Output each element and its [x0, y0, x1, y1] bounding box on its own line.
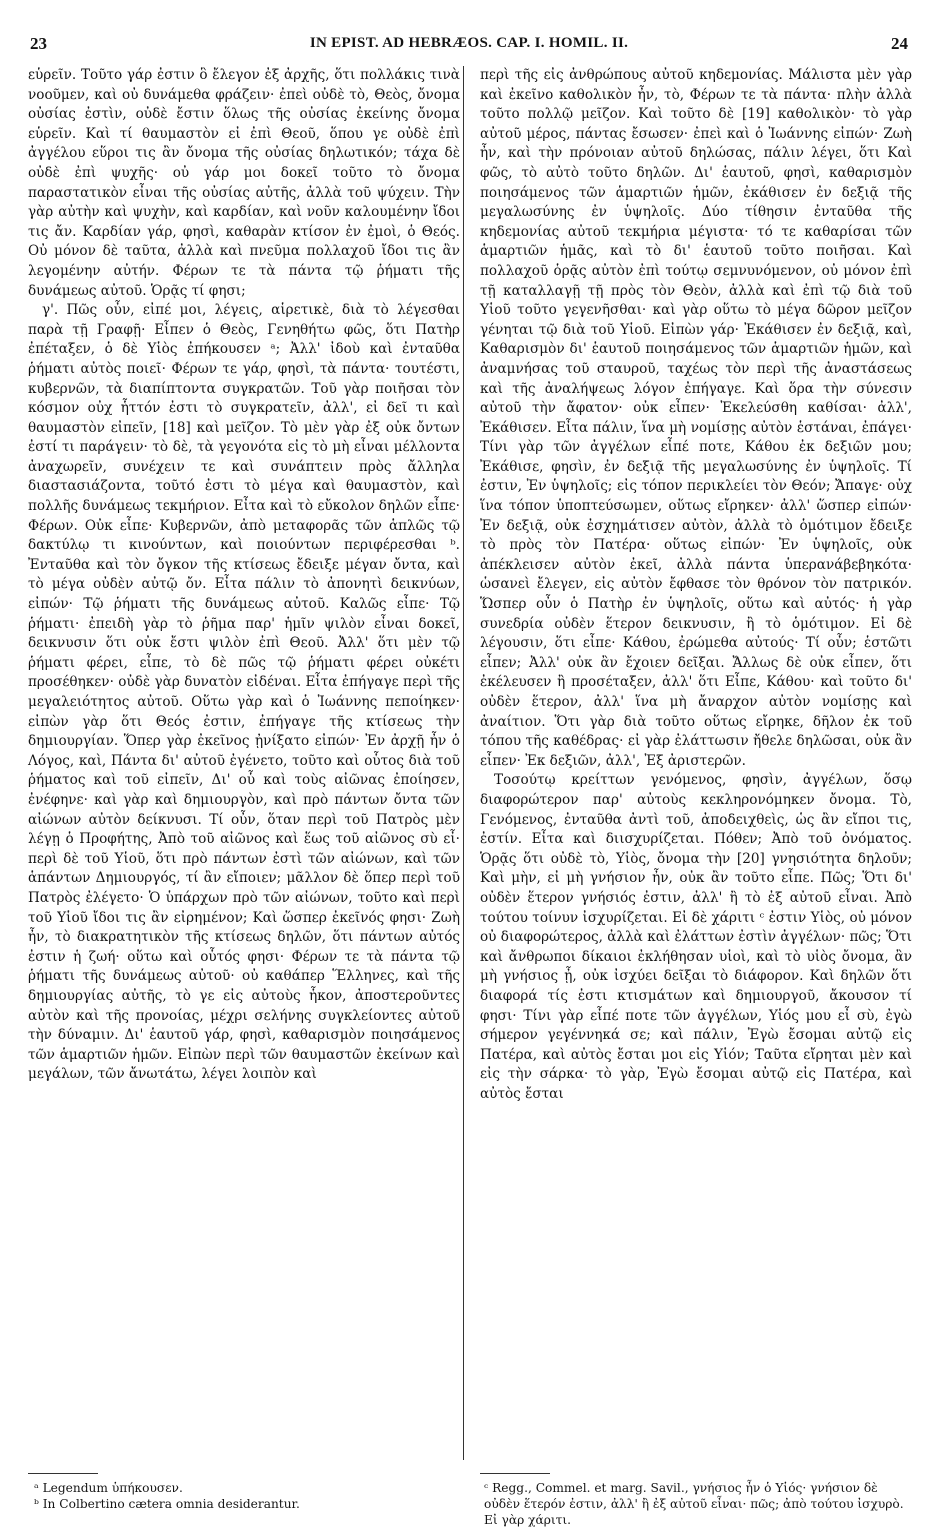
footnote-c: ᶜ Regg., Commel. et marg. Savil., γνήσιος ἦν ὁ Υἱός· γνήσιον δὲ οὐδὲν ἕτερόν ἐστιν, ἀλλ' ἢ ἐξ αὐτοῦ εἶναι· πῶς; ἀπὸ τούτου ἰσχυρὸ. Εἰ γὰρ χάριτι.: [484, 1481, 904, 1527]
footnotes-right: [484, 1480, 914, 1528]
page-number-left: 23: [30, 34, 47, 53]
right-column: [480, 66, 912, 1104]
footnote-rule-left: [28, 1473, 98, 1474]
running-title: IN EPIST. AD HEBRÆOS. CAP. I. HOMIL. II.: [309, 35, 629, 51]
column-divider: [463, 66, 464, 1460]
footnotes-left: [34, 1480, 454, 1512]
footnote-a: ᵃ Legendum ὑπήκουσεν.: [34, 1481, 183, 1495]
running-header: [30, 34, 908, 60]
footnote-b: ᵇ In Colbertino cætera omnia desiderantur.: [34, 1497, 300, 1511]
right-paragraph-2: Τοσούτῳ κρείττων γενόμενος, φησὶν, ἀγγέλων, ὅσῳ διαφορώτερον παρ' αὐτοὺς κεκληρονόμηκεν ὄνομα. Τὸ, Γενόμενος, ἐνταῦθα ἀντὶ τοῦ, ἀποδειχθεὶς, ὡς ἂν εἴποι τις, ἐστίν. Εἶτα καὶ διισχυρίζεται. Πόθεν; Ἀπὸ τοῦ ὀνόματος. Ὁρᾷς ὅτι οὐδὲ τὸ, Υἱὸς, ὄνομα τὴν [20] γνησιότητα δηλοῦν; Καὶ μὴν, εἰ μὴ γνήσιον ἦν, οὐκ ἂν τοῦτο εἶπε. Πῶς; Ὅτι δι' οὐδὲν ἕτερον γνήσιός ἐστιν, ἀλλ' ἢ τὸ ἐξ αὐτοῦ εἶναι. Ἀπὸ τούτου τοίνυν ἰσχυρίζεται. Εἰ δὲ χάριτι ᶜ ἐστιν Υἱὸς, οὐ μόνον οὐ διαφορώτερος, ἀλλὰ καὶ ἐλάττων ἐστὶν ἀγγέλων· πῶς; Ὅτι καὶ ἄνθρωποι δίκαιοι ἐκλήθησαν υἱοὶ, καὶ τὸ υἱὸς ὄνομα, ἂν μὴ γνήσιος ᾖ, οὐκ ἰσχύει δεῖξαι τὸ διάφορον. Καὶ δηλῶν ὅτι διαφορά τίς ἐστι κτισμάτων καὶ δημιουργοῦ, ἄκουσον τί φησι· Τίνι γὰρ εἶπέ ποτε τῶν ἀγγέλων, Υἱός μου εἶ σὺ, ἐγὼ σήμερον γεγέννηκά σε; καὶ πάλιν, Ἐγὼ ἔσομαι αὐτῷ εἰς Πατέρα, καὶ αὐτὸς ἔσται μοι εἰς Υἱόν; Ταῦτα εἴρηται μὲν καὶ εἰς τὴν σάρκα· τὸ γὰρ, Ἐγὼ ἔσομαι αὐτῷ εἰς Πατέρα, καὶ αὐτὸς ἔσται: [480, 772, 912, 1102]
left-column: [28, 66, 460, 1085]
right-paragraph-1: περὶ τῆς εἰς ἀνθρώπους αὐτοῦ κηδεμονίας. Μάλιστα μὲν γὰρ καὶ ἐκεῖνο καθολικὸν ἦν, τὸ, Φέρων τε τὰ πάντα· πλὴν ἀλλὰ τοῦτο πολλῷ μεῖζον. Καὶ τοῦτο δὲ [19] καθολικὸν· τὸ γὰρ αὐτοῦ μέρος, πάντας ἔσωσεν· ἐπεὶ καὶ ὁ Ἰωάννης εἰπών· Ζωὴ ἦν, καὶ τὴν πρόνοιαν αὐτοῦ δηλώσας, πάλιν λέγει, ὅτι Καὶ φῶς, τὸ αὐτὸ τοῦτο δηλῶν. Δι' ἑαυτοῦ, φησὶ, καθαρισμὸν ποιησάμενος τῶν ἁμαρτιῶν ἡμῶν, ἐκάθισεν ἐν δεξιᾷ τῆς μεγαλωσύνης ἐν ὑψηλοῖς. Δύο τίθησιν ἐνταῦθα τῆς κηδεμονίας αὐτοῦ τεκμήρια μέγιστα· τό τε καθαρίσαι τῶν ἁμαρτιῶν ἡμᾶς, καὶ τὸ δι' ἑαυτοῦ τοῦτο ποιῆσαι. Καὶ πολλαχοῦ ὁρᾷς αὐτὸν ἐπὶ τούτῳ σεμνυνόμενον, οὐ μόνον ἐπὶ τῇ καταλλαγῇ τῇ πρὸς τὸν Θεὸν, ἀλλὰ καὶ ἐπὶ τῷ διὰ τοῦ Υἱοῦ τοῦτο γεγενῆσθαι· καὶ γὰρ οὕτω τὸ μέγα δῶρον μεῖζον γένηται τῷ διὰ τοῦ Υἱοῦ. Εἰπὼν γάρ· Ἐκάθισεν ἐν δεξιᾷ, καὶ, Καθαρισμὸν δι' ἑαυτοῦ ποιησάμενος τῶν ἁμαρτιῶν ἡμῶν, καὶ ἀναμνήσας τοῦ σταυροῦ, ταχέως τὸν περὶ τῆς ἀναστάσεως καὶ τῆς ἀναλήψεως λόγον ἐπήγαγε. Καὶ ὅρα τὴν σύνεσιν αὐτοῦ τὴν ἄφατον· οὐκ εἶπεν· Ἐκελεύσθη καθίσαι· ἀλλ', Ἐκάθισεν. Εἶτα πάλιν, ἵνα μὴ νομίσῃς αὐτὸν ἑστάναι, ἐπάγει· Τίνι γὰρ τῶν ἀγγέλων εἶπέ ποτε, Κάθου ἐκ δεξιῶν μου; Ἐκάθισε, φησὶν, ἐν δεξιᾷ τῆς μεγαλωσύνης ἐν ὑψηλοῖς. Τί ἐστιν, Ἐν ὑψηλοῖς; εἰς τόπον περικλείει τὸν Θεόν; Ἄπαγε· οὐχ ἵνα τόπον ὑποπτεύσωμεν, οὕτως εἴρηκεν· ἀλλ' ὥσπερ εἰπών· Ἐν δεξιᾷ, οὐκ ἐσχημάτισεν αὐτὸν, ἀλλὰ τὸ ὁμότιμον ἔδειξε τὸ πρὸς τὸν Πατέρα· οὕτως εἰπών· Ἐν ὑψηλοῖς, οὐκ ἀπέκλεισεν αὐτὸν ἐκεῖ, ἀλλὰ πάντα ὑπερανάβεβηκότα· ὡσανεὶ ἔλεγεν, εἰς αὐτὸν ἔφθασε τὸν θρόνον τὸν πατρικόν. Ὥσπερ οὖν ὁ Πατὴρ ἐν ὑψηλοῖς, οὕτω καὶ αὐτός· ἡ γὰρ συνεδρία οὐδὲν ἕτερον δεικνυσιν, ἢ τὸ ὁμότιμον. Εἰ δὲ λέγουσιν, ὅτι εἶπε· Κάθου, ἐρώμεθα αὐτούς· Τί οὖν; ἑστῶτι εἶπεν; Ἀλλ' οὐκ ἂν ἔχοιεν δεῖξαι. Ἄλλως δὲ οὐκ εἶπεν, ὅτι ἐκέλευσεν ἢ προσέταξεν, ἀλλ' ὅτι Εἶπε, Κάθου· καὶ τοῦτο δι' οὐδὲν ἕτερον, ἀλλ' ἵνα μὴ ἄναρχον αὐτὸν νομίσῃς καὶ ἀναίτιον. Ὅτι γὰρ διὰ τοῦτο οὕτως εἴρηκε, δῆλον ἐκ τοῦ τόπου τῆς καθέδρας· εἰ γὰρ ἐλάττωσιν ἤθελε δηλῶσαι, οὐκ ἂν εἶπεν· Ἐκ δεξιῶν, ἀλλ', Ἐξ ἀριστερῶν.: [480, 67, 912, 769]
left-paragraph-1: εὑρεῖν. Τοῦτο γάρ ἐστιν ὃ ἔλεγον ἐξ ἀρχῆς, ὅτι πολλάκις τινὰ νοοῦμεν, καὶ οὐ δυνάμεθα φράζειν· ἐπεὶ οὐδὲ τὸ, Θεὸς, ὄνομα οὐσίας ἐστὶν, οὐδὲ ἔστιν ὅλως τῆς οὐσίας ἐκείνης ὄνομα εὑρεῖν. Καὶ τί θαυμαστὸν εἰ ἐπὶ Θεοῦ, ὅπου γε οὐδὲ ἐπὶ ἀγγέλου εὕροι τις ἂν ὄνομα τῆς οὐσίας δηλωτικόν; τάχα δὲ οὐδὲ ἐπὶ ψυχῆς· οὐ γάρ μοι δοκεῖ τοῦτο τὸ ὄνομα παραστατικὸν εἶναι τῆς οὐσίας αὐτῆς, ἀλλὰ τοῦ ψύχειν. Τὴν γὰρ αὐτὴν καὶ ψυχὴν, καὶ καρδίαν, καὶ νοῦν καλουμένην ἴδοι τις ἄν. Καρδίαν γάρ, φησὶ, καθαρὰν κτίσον ἐν ἐμοὶ, ὁ Θεός. Οὐ μόνον δὲ ταῦτα, ἀλλὰ καὶ πνεῦμα πολλαχοῦ ἴδοι τις ἂν λεγομένην αὐτήν. Φέρων τε τὰ πάντα τῷ ῥήματι τῆς δυνάμεως αὐτοῦ. Ὁρᾷς τί φησι;: [28, 67, 460, 299]
page-number-right: 24: [891, 34, 908, 53]
left-paragraph-2: γ'. Πῶς οὖν, εἰπέ μοι, λέγεις, αἱρετικὲ, διὰ τὸ λέγεσθαι παρὰ τῇ Γραφῇ· Εἶπεν ὁ Θεὸς, Γενηθήτω φῶς, ὅτι Πατὴρ ἐπέταξεν, ὁ δὲ Υἱὸς ἐπήκουσεν ᵃ; Ἀλλ' ἰδοὺ καὶ ἐνταῦθα ῥήματι αὐτὸς ποιεῖ· Φέρων τε γάρ, φησὶ, τὰ πάντα· τουτέστι, κυβερνῶν, τὰ διαπίπτοντα συγκρατῶν. Τοῦ γὰρ ποιῆσαι τὸν κόσμον οὐχ ἧττόν ἐστι τὸ συγκρατεῖν, ἀλλ', εἰ δεῖ τι καὶ θαυμαστὸν εἰπεῖν, [18] καὶ μεῖζον. Τὸ μὲν γὰρ ἐξ οὐκ ὄντων ἐστί τι παράγειν· τὸ δὲ, τὰ γεγονότα εἰς τὸ μὴ εἶναι μέλλοντα ἀναχωρεῖν, συνέχειν τε καὶ συνάπτειν πρὸς ἄλληλα διαστασιάζοντα, τοῦτό ἐστι τὸ μέγα καὶ θαυμαστὸν, καὶ πολλῆς δυνάμεως τεκμήριον. Εἶτα καὶ τὸ εὔκολον δηλῶν εἶπε· Φέρων. Οὐκ εἶπε· Κυβερνῶν, ἀπὸ μεταφορᾶς τῶν ἁπλῶς τῷ δακτύλῳ τι κινούντων, καὶ ποιούντων περιφέρεσθαι ᵇ. Ἐνταῦθα καὶ τὸν ὄγκον τῆς κτίσεως ἔδειξε μέγαν ὄντα, καὶ τὸ μέγα οὐδὲν αὐτῷ ὄν. Εἶτα πάλιν τὸ ἀπονητὶ δεικνύων, εἰπών· Τῷ ῥήματι τῆς δυνάμεως αὐτοῦ. Καλῶς εἶπε· Τῷ ῥήματι· ἐπειδὴ γὰρ τὸ ῥῆμα παρ' ἡμῖν ψιλὸν εἶναι δοκεῖ, δεικνυσιν ὅτι οὐκ ἔστι ψιλὸν ἐπὶ Θεοῦ. Ἀλλ' ὅτι μὲν τῷ ῥήματι φέρει, εἶπε, τὸ δὲ πῶς τῷ ῥήματι φέρει οὐκέτι προσέθηκεν· οὐδὲ γὰρ δυνατὸν εἰδέναι. Εἶτα ἐπήγαγε περὶ τῆς μεγαλειότητος αὐτοῦ. Οὕτω γὰρ καὶ ὁ Ἰωάννης πεποίηκεν· εἰπὼν γὰρ ὅτι Θεός ἐστιν, ἐπήγαγε τῆς κτίσεως τὴν δημιουργίαν. Ὅπερ γὰρ ἐκεῖνος ᾐνίξατο εἰπών· Ἐν ἀρχῇ ἦν ὁ Λόγος, καὶ, Πάντα δι' αὐτοῦ ἐγένετο, τοῦτο καὶ οὗτος διὰ τοῦ ῥήματος καὶ τοῦ εἰπεῖν, Δι' οὗ καὶ τοὺς αἰῶνας ἐποίησεν, ἐνέφηνε· καὶ γὰρ καὶ δημιουργὸν, καὶ πρὸ πάντων ὄντα τῶν αἰώνων αὐτὸν δείκνυσι. Τί οὖν, ὅταν περὶ τοῦ Πατρὸς μὲν λέγῃ ὁ Προφήτης, Ἀπὸ τοῦ αἰῶνος καὶ ἕως τοῦ αἰῶνος σὺ εἶ· περὶ δὲ τοῦ Υἱοῦ, ὅτι πρὸ πάντων ἐστὶ τῶν αἰώνων, καὶ τῶν ἁπάντων Δημιουργός, τί ἂν εἴποιεν; μᾶλλον δὲ ὅπερ περὶ τοῦ Πατρὸς ἐλέγετο· Ὁ ὑπάρχων πρὸ τῶν αἰώνων, τοῦτο καὶ περὶ τοῦ Υἱοῦ ἴδοι τις ἂν εἰρημένον; Καὶ ὥσπερ ἐκεῖνός φησι· Ζωὴ ἦν, τὸ διακρατητικὸν τῆς κτίσεως δηλῶν, ὅτι πάντων αὐτός ἐστιν ἡ ζωή· οὕτω καὶ οὗτός φησι· Φέρων τε τὰ πάντα τῷ ῥήματι τῆς δυνάμεως αὐτοῦ· οὐ καθάπερ Ἕλληνες, καὶ τῆς δημιουργίας αὐτῆς, τὸ γε εἰς αὐτοὺς ἧκον, ἀποστεροῦντες αὐτὸν καὶ τῆς προνοίας, μέχρι σελήνης συγκλείοντες αὐτοῦ τὴν δύναμιν. Δι' ἑαυτοῦ γάρ, φησὶ, καθαρισμὸν ποιησάμενος τῶν ἁμαρτιῶν ἡμῶν. Εἰπὼν περὶ τῶν θαυμαστῶν ἐκείνων καὶ μεγάλων, τῶν ἄνωτάτω, λέγει λοιπὸν καὶ: [28, 302, 460, 1083]
footnote-rule-right: [480, 1473, 550, 1474]
